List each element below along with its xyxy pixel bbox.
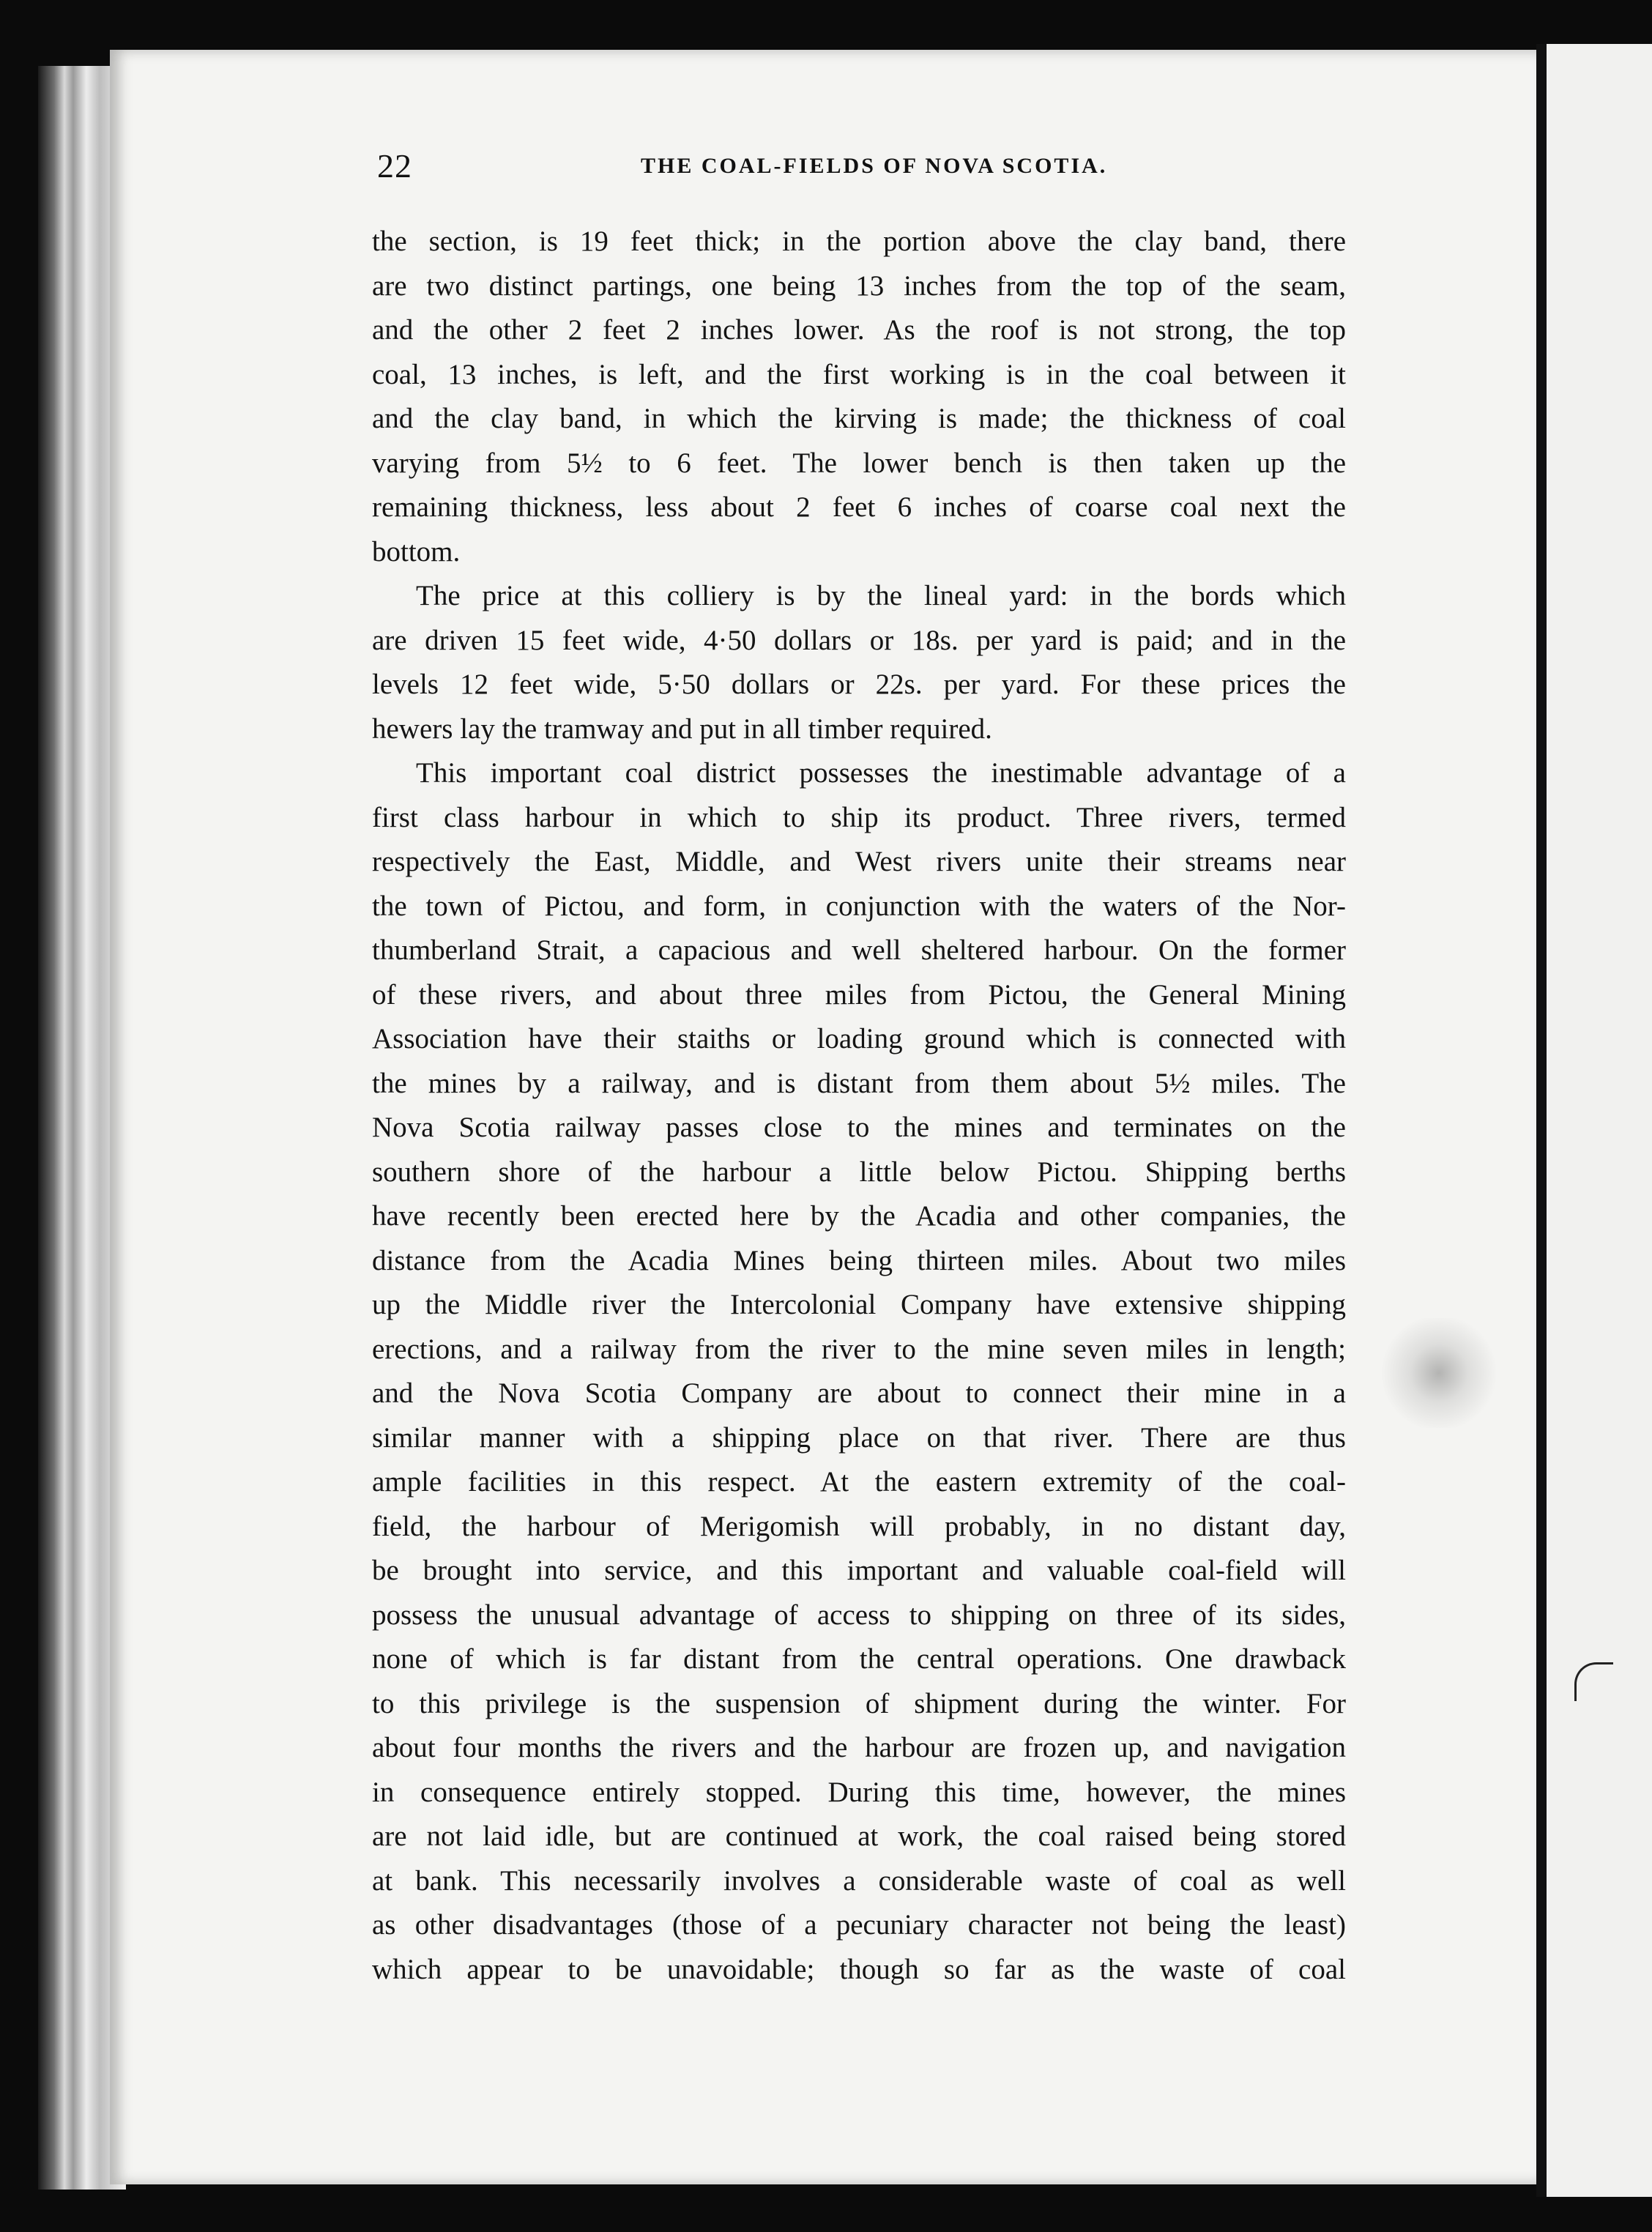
text-line: erections, and a railway from the river to the mine seven miles in length; — [372, 1333, 1346, 1365]
text-line: and the other 2 feet 2 inches lower. As the roof is not strong, the top — [372, 314, 1346, 346]
text-line: Nova Scotia railway passes close to the mines and terminates on the — [372, 1112, 1346, 1143]
text-line: similar manner with a shipping place on that river. There are thus — [372, 1421, 1346, 1454]
page-number: 22 — [377, 147, 412, 185]
page-header — [377, 146, 1344, 190]
text-line: The price at this colliery is by the lineal yard: in the bords which — [416, 580, 1346, 611]
text-line: southern shore of the harbour a little below Pictou. Shipping berths — [372, 1156, 1346, 1188]
text-line: varying from 5½ to 6 feet. The lower bench is then taken up the — [372, 447, 1346, 479]
text-line: which appear to be unavoidable; though so far as the waste of coal — [372, 1953, 1346, 1985]
text-line: up the Middle river the Intercolonial Company have extensive shipping — [372, 1289, 1346, 1320]
text-line: levels 12 feet wide, 5·50 dollars or 22s. per yard. For these prices the — [372, 669, 1346, 700]
text-line: to this privilege is the suspension of shipment during the winter. For — [372, 1687, 1346, 1719]
text-line: as other disadvantages (those of a pecuniary character not being the least) — [372, 1909, 1346, 1941]
text-line: and the Nova Scotia Company are about to connect their mine in a — [372, 1377, 1346, 1409]
text-line: about four months the rivers and the harbour are frozen up, and navigation — [372, 1732, 1346, 1763]
text-line: and the clay band, in which the kirving is made; the thickness of coal — [372, 403, 1346, 434]
text-line: the town of Pictou, and form, in conjunction with the waters of the Nor- — [372, 890, 1346, 922]
text-line: the section, is 19 feet thick; in the portion above the clay band, there — [372, 226, 1346, 257]
text-line: are two distinct partings, one being 13 inches from the top of the seam, — [372, 269, 1346, 302]
text-line: coal, 13 inches, is left, and the first working is in the coal between it — [372, 358, 1346, 390]
text-line: have recently been erected here by the Acadia and other companies, the — [372, 1200, 1346, 1232]
body-text — [372, 220, 1346, 1992]
text-line: first class harbour in which to ship its product. Three rivers, termed — [372, 801, 1346, 833]
text-line: at bank. This necessarily involves a considerable waste of coal as well — [372, 1864, 1346, 1897]
text-line: thumberland Strait, a capacious and well sheltered harbour. On the former — [372, 934, 1346, 966]
running-title: THE COAL-FIELDS OF NOVA SCOTIA. — [641, 154, 1108, 178]
text-line: none of which is far distant from the central operations. One drawback — [372, 1643, 1346, 1675]
text-line: hewers lay the tramway and put in all timber required. — [372, 713, 992, 745]
text-line: are driven 15 feet wide, 4·50 dollars or 18s. per yard is paid; and in the — [372, 624, 1346, 656]
text-line: field, the harbour of Merigomish will probably, in no distant day, — [372, 1510, 1346, 1542]
text-line: bottom. — [372, 535, 461, 568]
scan-speckle — [1377, 1318, 1501, 1428]
text-line: possess the unusual advantage of access to shipping on three of its sides, — [372, 1599, 1346, 1631]
text-line: remaining thickness, less about 2 feet 6 inches of coarse coal next the — [372, 491, 1346, 523]
text-line: in consequence entirely stopped. During this time, however, the mines — [372, 1776, 1346, 1808]
text-line: of these rivers, and about three miles from Pictou, the General Mining — [372, 978, 1346, 1011]
text-line: Association have their staiths or loading ground which is connected with — [372, 1023, 1346, 1054]
text-line: be brought into service, and this important and valuable coal-field will — [372, 1555, 1346, 1586]
text-line: are not laid idle, but are continued at work, the coal raised being stored — [372, 1820, 1346, 1852]
facing-page-edge — [1536, 44, 1652, 2197]
text-line: ample facilities in this respect. At the eastern extremity of the coal- — [372, 1466, 1346, 1498]
text-line: respectively the East, Middle, and West rivers unite their streams near — [372, 846, 1346, 877]
scan-artifact-mark — [1574, 1662, 1613, 1701]
text-line: distance from the Acadia Mines being thirteen miles. About two miles — [372, 1244, 1346, 1276]
text-line: the mines by a railway, and is distant from them about 5½ miles. The — [372, 1067, 1346, 1099]
text-line: This important coal district possesses the inestimable advantage of a — [416, 757, 1346, 789]
